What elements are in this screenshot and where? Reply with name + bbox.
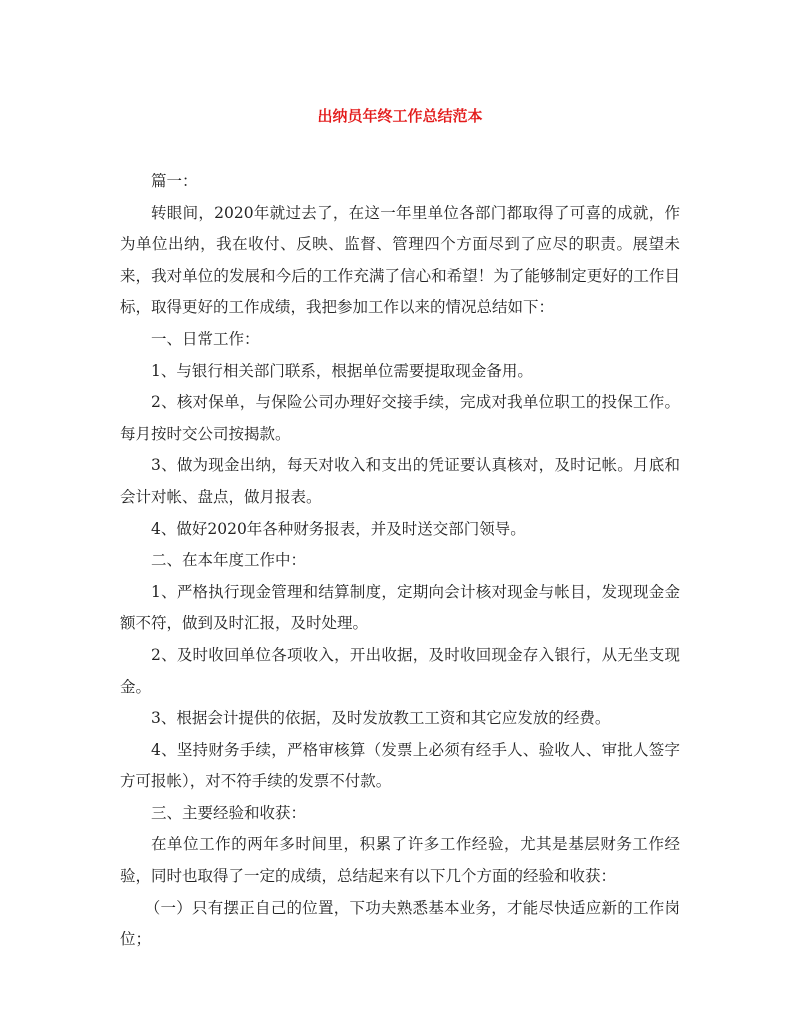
- list-item: （一）只有摆正自己的位置，下功夫熟悉基本业务，才能尽快适应新的工作岗位；: [120, 898, 680, 949]
- list-item: 2、及时收回单位各项收入，开出收据，及时收回现金存入银行，从无坐支现金。: [120, 645, 680, 696]
- list-item: 3、做为现金出纳，每天对收入和支出的凭证要认真核对，及时记帐。月底和会计对帐、盘点，做月报表。: [120, 456, 680, 506]
- list-item: 4、坚持财务手续，严格审核算（发票上必须有经手人、验收人、审批人签字方可报帐），对不符手续的发票不付款。: [120, 740, 680, 791]
- list-item: 1、与银行相关部门联系，根据单位需要提取现金备用。: [151, 361, 533, 380]
- list-item: 3、根据会计提供的依据，及时发放教工工资和其它应发放的经费。: [151, 709, 611, 728]
- list-item: 2、核对保单，与保险公司办理好交接手续，完成对我单位职工的投保工作。每月按时交公司按揭款。: [120, 393, 680, 443]
- document-body: [120, 166, 680, 956]
- heading-daily-work: 一、日常工作：: [151, 329, 260, 348]
- paragraph-intro: 转眼间，2020年就过去了，在这一年里单位各部门都取得了可喜的成就，作为单位出纳，我在收付、反映、监督、管理四个方面尽到了应尽的职责。展望未来，我对单位的发展和今后的工作充满了信心和希望！为了能够制定更好的工作目标，取得更好的工作成绩，我把参加工作以来的情况总结如下：: [120, 203, 680, 317]
- list-item: 1、严格执行现金管理和结算制度，定期向会计核对现金与帐目，发现现金金额不符，做到及时汇报，及时处理。: [120, 582, 680, 633]
- list-item: 4、做好2020年各种财务报表，并及时送交部门领导。: [151, 519, 526, 538]
- heading-experience: 三、主要经验和收获：: [151, 803, 307, 822]
- paragraph-section-label: 篇一：: [151, 172, 198, 190]
- heading-annual-work: 二、在本年度工作中：: [151, 551, 307, 570]
- document-title: 出纳员年终工作总结范本: [317, 107, 483, 125]
- paragraph-experience: 在单位工作的两年多时间里，积累了许多工作经验，尤其是基层财务工作经验，同时也取得了一定的成绩，总结起来有以下几个方面的经验和收获：: [120, 835, 680, 886]
